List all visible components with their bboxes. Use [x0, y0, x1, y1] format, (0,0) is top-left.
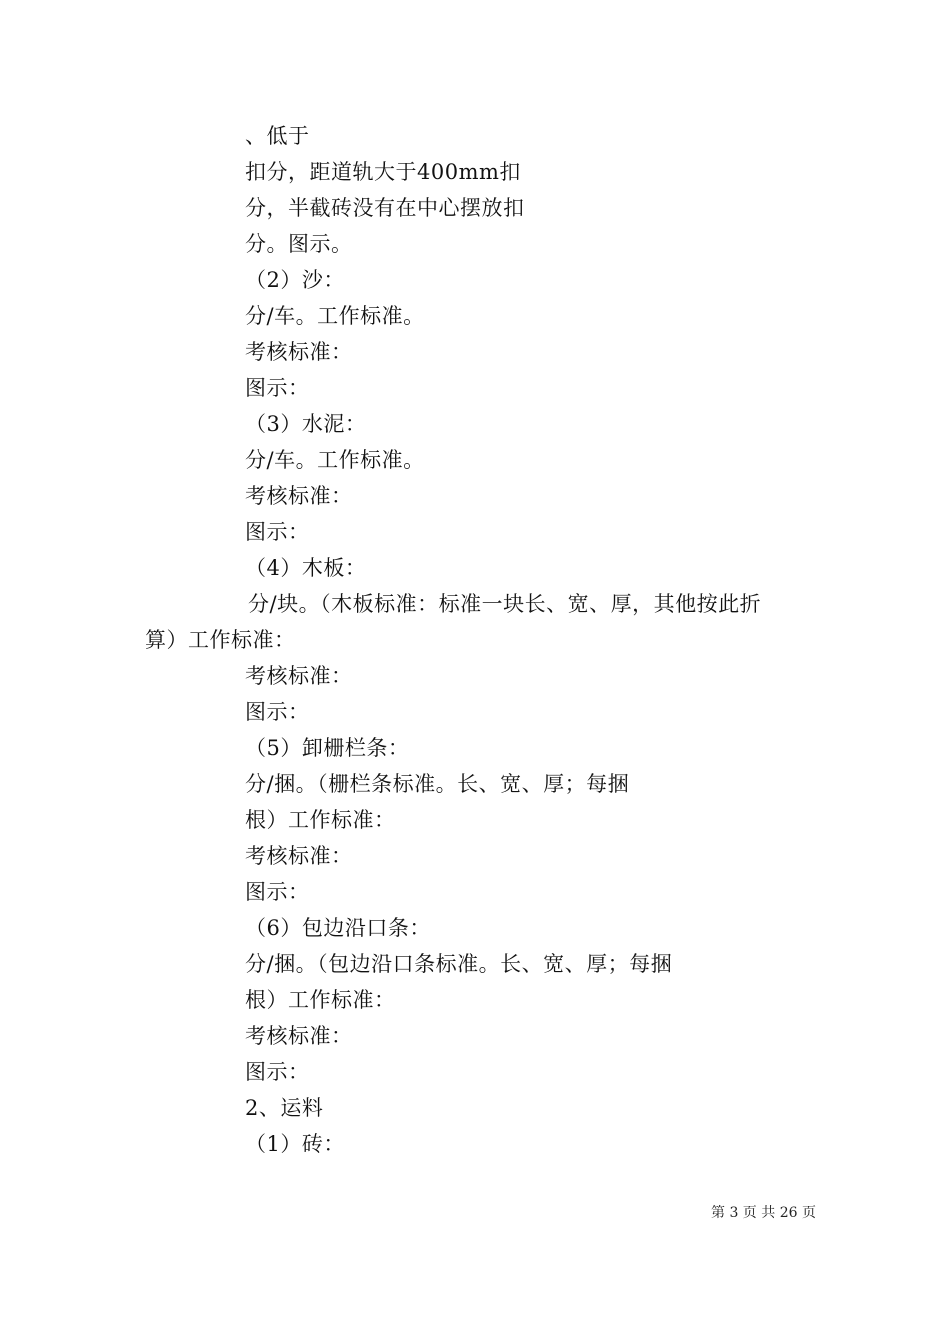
section-heading: 2、运料	[245, 1096, 324, 1120]
text-line: 考核标准：	[245, 484, 353, 508]
text-line: 图示：	[245, 520, 310, 544]
text-line: 根）工作标准：	[245, 988, 396, 1012]
section-heading: （3）水泥：	[245, 412, 367, 436]
text-line: 图示：	[245, 880, 310, 904]
text-line: 算）工作标准：	[145, 628, 296, 652]
section-heading: （1）砖：	[245, 1132, 345, 1156]
text-line: 分，半截砖没有在中心摆放扣	[245, 196, 525, 220]
text-line: 根）工作标准：	[245, 808, 396, 832]
text-line: 分。图示。	[245, 232, 353, 256]
text-line: 考核标准：	[245, 844, 353, 868]
text-line: 分/车。工作标准。	[245, 304, 425, 328]
text-line: 图示：	[245, 1060, 310, 1084]
text-line: 考核标准：	[245, 1024, 353, 1048]
section-heading: （2）沙：	[245, 268, 345, 292]
text-line: 分/块。（木板标准：标准一块长、宽、厚，其他按此折	[248, 592, 762, 616]
section-heading: （5）卸栅栏条：	[245, 736, 410, 760]
text-line: 图示：	[245, 700, 310, 724]
text-line: 分/车。工作标准。	[245, 448, 425, 472]
text-line: 考核标准：	[245, 664, 353, 688]
text-line: 扣分，距道轨大于400mm扣	[245, 160, 521, 184]
text-line: 分/捆。（包边沿口条标准。长、宽、厚；每捆	[245, 952, 673, 976]
text-line: 考核标准：	[245, 340, 353, 364]
section-heading: （6）包边沿口条：	[245, 916, 431, 940]
text-line: 图示：	[245, 376, 310, 400]
section-heading: （4）木板：	[245, 556, 367, 580]
page-number-footer: 第 3 页 共 26 页	[711, 1205, 816, 1221]
text-line: 分/捆。（栅栏条标准。长、宽、厚；每捆	[245, 772, 630, 796]
text-line: 、低于	[245, 124, 310, 148]
